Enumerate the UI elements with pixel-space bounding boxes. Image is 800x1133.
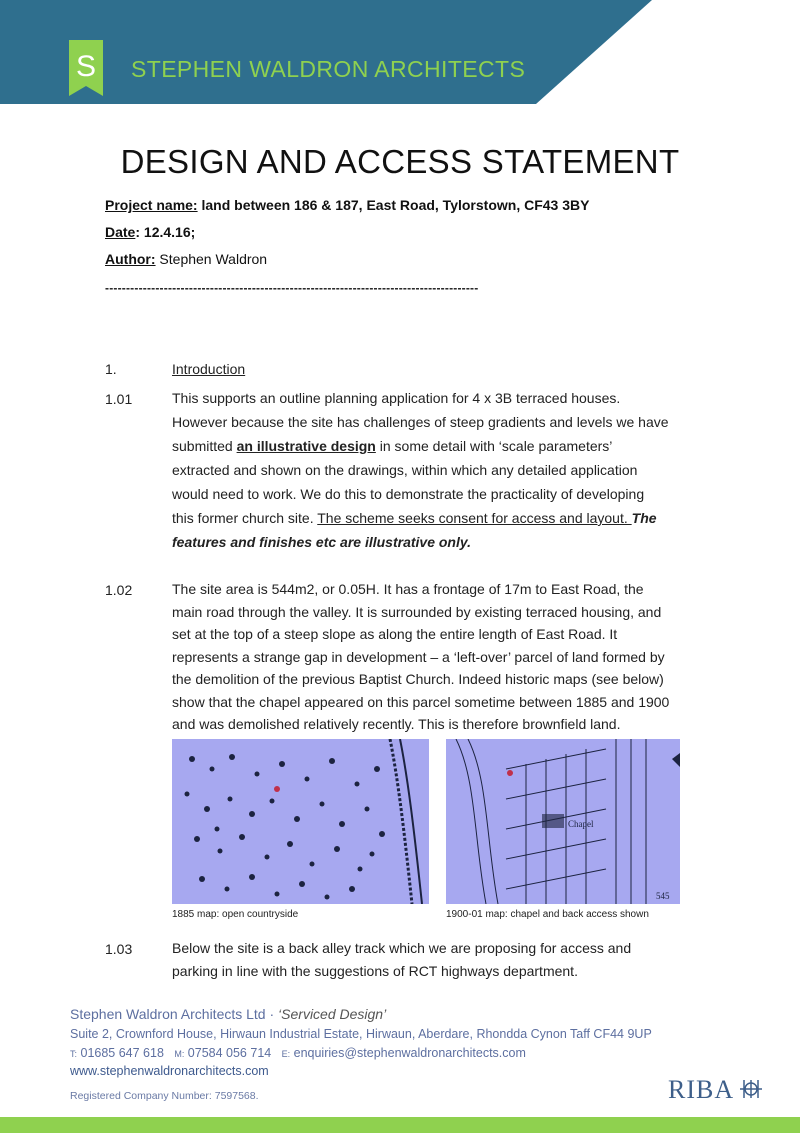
registration-number: Registered Company Number: 7597568.	[70, 1090, 259, 1102]
separator-rule: -----------------------------------------------------------------------------------------	[105, 281, 479, 295]
paragraph-101: This supports an outline planning application for 4 x 3B terraced houses. However because the site has challenges of steep gradients and levels we have submitted an illustrative design in some detail with ‘scale parameters’ extracted and shown on the drawings, within which any detailed application would need to work. We do this to demonstrate the practicality of developing this former church site. The scheme seeks consent for access and layout. The features and finishes etc are illustrative only.	[172, 390, 669, 550]
section-number: 1.	[105, 361, 117, 377]
footer-address: Suite 2, Crownford House, Hirwaun Industrial Estate, Hirwaun, Aberdare, Rhondda Cynon Taff CF44 9UP	[70, 1027, 652, 1041]
para-number-103: 1.03	[105, 941, 133, 957]
footer-contacts: T: 01685 647 618 M: 07584 056 714 E: enquiries@stephenwaldronarchitects.com	[70, 1046, 526, 1060]
date-line: Date: 12.4.16;	[105, 224, 196, 240]
section-heading: Introduction	[172, 361, 246, 377]
footer-company: Stephen Waldron Architects Ltd · ‘Serviced Design’	[70, 1006, 387, 1022]
project-name-line: Project name: land between 186 & 187, East Road, Tylorstown, CF43 3BY	[105, 197, 590, 213]
svg-text:Chapel: Chapel	[568, 819, 594, 829]
svg-text:S: S	[75, 50, 97, 83]
footer-email-link[interactable]: enquiries@stephenwaldronarchitects.com	[290, 1046, 526, 1060]
paragraph-102: The site area is 544m2, or 0.05H. It has a frontage of 17m to East Road, the main road through the valley. It is surrounded by existing terraced housing, and set at the top of a steep slope as along the entire length of East Road. It represents a strange gap in development – a ‘left-over’ parcel of land formed by the demolition of the previous Baptist Church. Indeed historic maps (see below) show that the chapel appeared on this parcel sometime between 1885 and 1900 and was demolished relatively recently. This is therefore brownfield land.	[172, 581, 670, 732]
para-number-102: 1.02	[105, 582, 133, 598]
svg-text:545: 545	[656, 891, 670, 901]
map-1900	[446, 739, 680, 904]
page-title: DESIGN AND ACCESS STATEMENT	[120, 143, 680, 180]
map-1885	[172, 739, 429, 904]
riba-emblem-icon	[738, 1078, 764, 1100]
footer-accent-bar	[0, 1117, 800, 1133]
logo-badge-icon	[69, 40, 103, 98]
paragraph-103: Below the site is a back alley track which we are proposing for access and parking in line with the suggestions of RCT highways department.	[172, 940, 632, 979]
map-1900-caption: 1900-01 map: chapel and back access shown	[446, 909, 649, 920]
header-band	[0, 0, 800, 104]
firm-name: STEPHEN WALDRON ARCHITECTS	[131, 56, 526, 82]
riba-logo: RIBA	[668, 1075, 764, 1105]
footer-website-link[interactable]: www.stephenwaldronarchitects.com	[70, 1064, 269, 1078]
author-line: Author: Stephen Waldron	[105, 251, 268, 267]
map-1885-caption: 1885 map: open countryside	[172, 909, 299, 920]
para-number-101: 1.01	[105, 391, 133, 407]
